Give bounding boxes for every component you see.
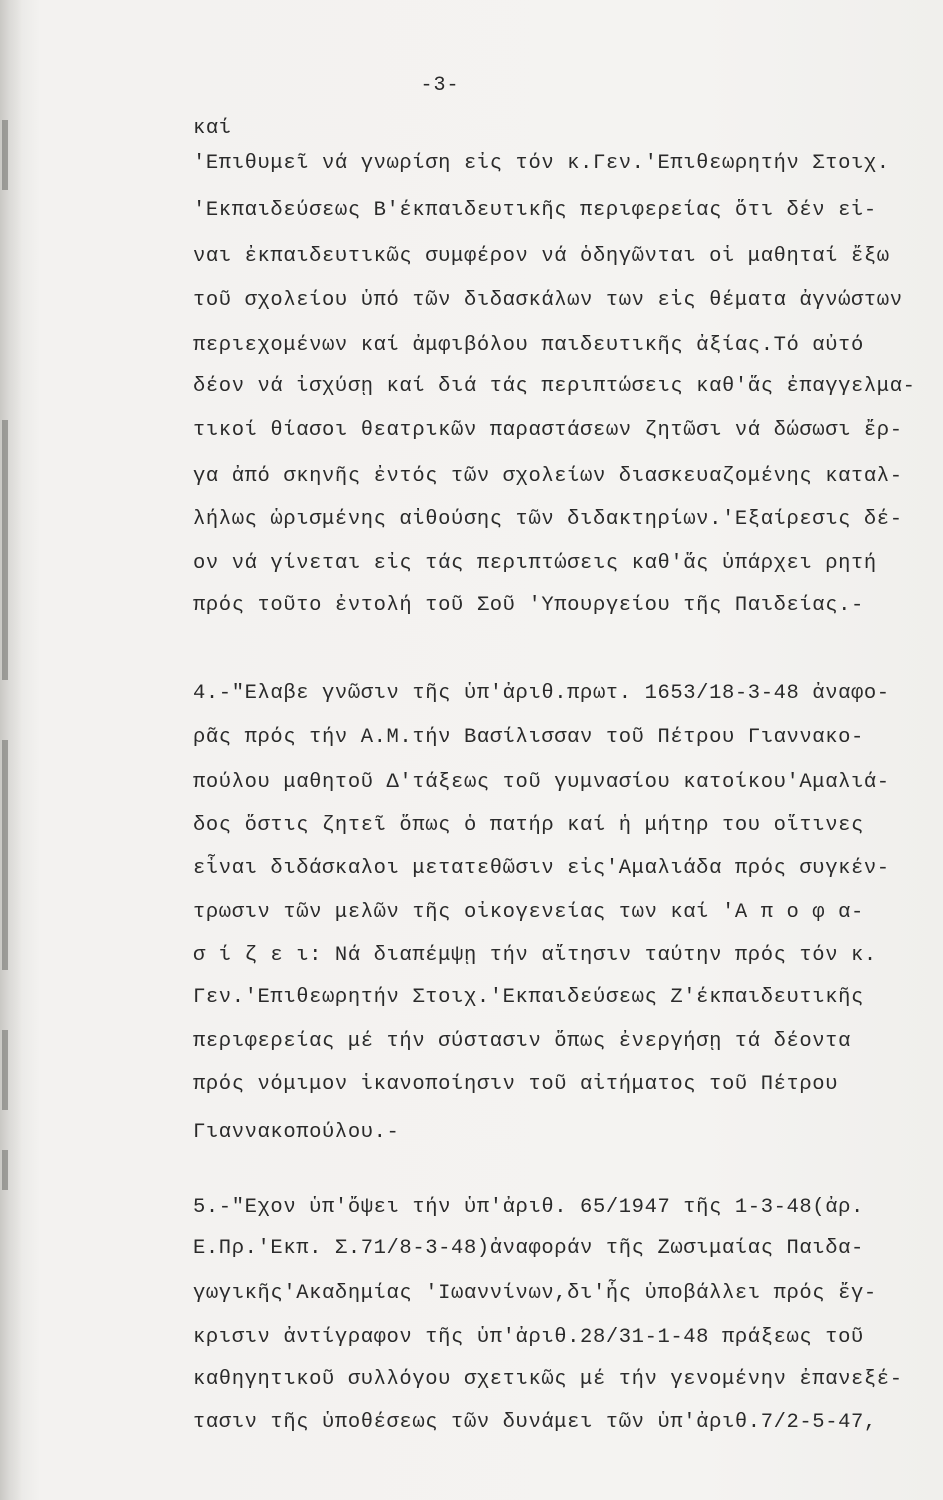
text-line: περιφερείας μέ τήν σύστασιν ὅπως ἐνεργήσῃ τά δέοντα xyxy=(193,1030,852,1053)
text-line: Γιαννακοπούλου.- xyxy=(193,1121,400,1144)
binding-mark xyxy=(2,740,8,970)
text-line: πρός νόμιμον ἱκανοποίησιν τοῦ αἰτήματος τοῦ Πέτρου xyxy=(193,1073,839,1096)
text-line: πούλου μαθητοῦ Δ'τάξεως τοῦ γυμνασίου κατοίκου'Αμαλιά- xyxy=(193,771,890,794)
page-number: -3- xyxy=(420,74,460,97)
text-line: τασιν τῆς ὑποθέσεως τῶν δυνάμει τῶν ὑπ'ἀριθ.7/2-5-47, xyxy=(193,1411,877,1434)
text-line: ναι ἐκπαιδευτικῶς συμφέρον νά ὁδηγῶνται οἱ μαθηταί ἔξω xyxy=(193,245,890,268)
text-line: Γεν.'Επιθεωρητήν Στοιχ.'Εκπαιδεύσεως Ζ'έκπαιδευτικῆς xyxy=(193,986,864,1009)
text-line: τοῦ σχολείου ὑπό τῶν διδασκάλων των εἰς θέματα ἀγνώστων xyxy=(193,289,903,312)
text-line: τικοί θίασοι θεατρικῶν παραστάσεων ζητῶσι νά δώσωσι ἔρ- xyxy=(193,419,903,442)
text-line: σ ί ζ ε ι: Νά διαπέμψῃ τήν αἴτησιν ταύτην πρός τόν κ. xyxy=(193,944,877,967)
text-line: εἶναι διδάσκαλοι μετατεθῶσιν εἰς'Αμαλιάδα πρός συγκέν- xyxy=(193,857,890,880)
text-line: δος ὅστις ζητεῖ ὅπως ὁ πατήρ καί ἡ μήτηρ του οἵτινες xyxy=(193,814,864,837)
binding-mark xyxy=(2,120,8,190)
binding-mark xyxy=(2,1150,8,1190)
text-line: 'Εκπαιδεύσεως Β'έκπαιδευτικῆς περιφερείας ὅτι δέν εἰ- xyxy=(193,199,877,222)
text-line: περιεχομένων καί ἀμφιβόλου παιδευτικῆς ἀξίας.Τό αὐτό xyxy=(193,334,864,357)
text-line: καί xyxy=(193,117,232,140)
text-line: καθηγητικοῦ συλλόγου σχετικῶς μέ τήν γενομένην ἐπανεξέ- xyxy=(193,1368,903,1391)
text-line: κρισιν ἀντίγραφον τῆς ὑπ'ἀριθ.28/31-1-48 πράξεως τοῦ xyxy=(193,1326,864,1349)
text-line: πρός τοῦτο ἐντολή τοῦ Σοῦ 'Υπουργείου τῆς Παιδείας.- xyxy=(193,594,864,617)
text-line: ον νά γίνεται εἰς τάς περιπτώσεις καθ'ἅς ὑπάρχει ρητή xyxy=(193,552,877,575)
text-line: Ε.Πρ.'Εκπ. Σ.71/8-3-48)ἀναφοράν τῆς Ζωσιμαίας Παιδα- xyxy=(193,1237,864,1260)
text-line: 5.-"Εχον ὑπ'ὄψει τήν ὑπ'ἀριθ. 65/1947 τῆς 1-3-48(ἀρ. xyxy=(193,1196,864,1219)
binding-mark xyxy=(2,1030,8,1110)
binding-mark xyxy=(2,420,8,680)
text-line: ρᾶς πρός τήν Α.Μ.τήν Βασίλισσαν τοῦ Πέτρου Γιαννακο- xyxy=(193,726,864,749)
text-line: 'Επιθυμεῖ νά γνωρίση εἰς τόν κ.Γεν.'Επιθεωρητήν Στοιχ. xyxy=(193,152,890,175)
text-line: γωγικῆς'Ακαδημίας 'Ιωαννίνων,δι'ἧς ὑποβάλλει πρός ἔγ- xyxy=(193,1282,877,1305)
text-line: λήλως ὡρισμένης αἰθούσης τῶν διδακτηρίων.'Εξαίρεσις δέ- xyxy=(193,508,903,531)
text-line: δέον νά ἰσχύσῃ καί διά τάς περιπτώσεις καθ'ἅς ἐπαγγελμα- xyxy=(193,375,916,398)
text-line: 4.-"Ελαβε γνῶσιν τῆς ὑπ'ἀριθ.πρωτ. 1653/18-3-48 ἀναφο- xyxy=(193,682,890,705)
text-line: τρωσιν τῶν μελῶν τῆς οἰκογενείας των καί 'Α π ο φ α- xyxy=(193,901,864,924)
text-line: γα ἀπό σκηνῆς ἐντός τῶν σχολείων διασκευαζομένης καταλ- xyxy=(193,465,903,488)
